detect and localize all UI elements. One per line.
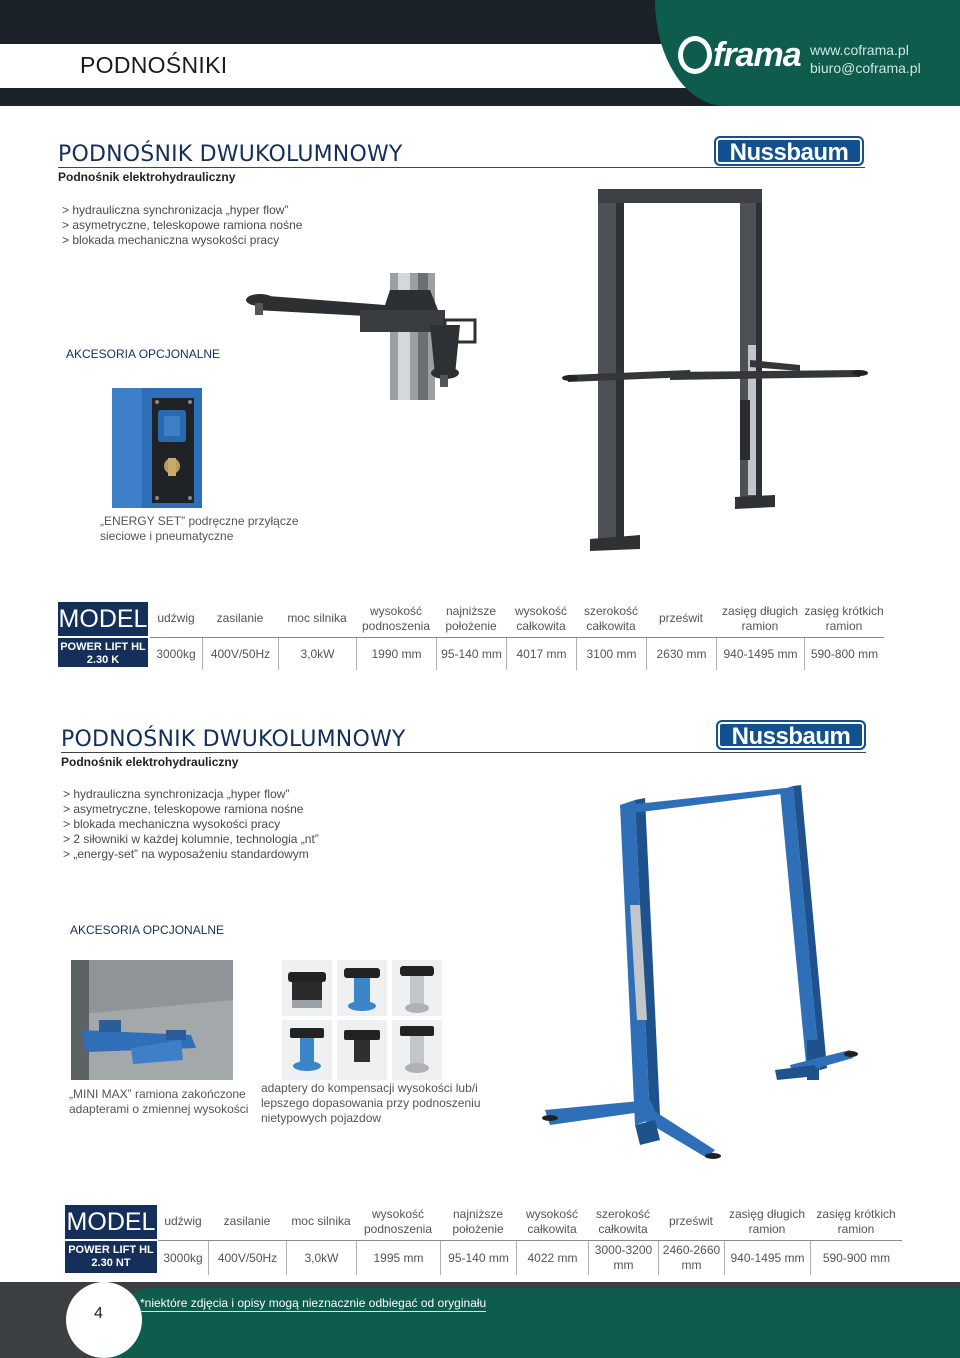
spec-value-cell: 400V/50Hz <box>202 638 278 670</box>
spec-header-cell: wysokość podnoszenia <box>356 1203 440 1241</box>
website-link[interactable]: www.coframa.pl <box>810 42 909 58</box>
spec-value-row <box>158 1241 902 1275</box>
coframa-logo <box>678 36 801 75</box>
spec-value-cell: 4017 mm <box>506 638 576 670</box>
spec-value-cell: 3000-3200 mm <box>588 1241 658 1275</box>
product-1-model-box <box>58 602 148 667</box>
spec-header-cell: zasięg krótkich ramion <box>804 600 884 638</box>
model-name: POWER LIFT HL 2.30 NT <box>65 1239 157 1270</box>
spec-header-cell: najniższe położenie <box>436 600 506 638</box>
page-title: PODNOŚNIKI <box>80 52 228 78</box>
product-2-title: PODNOŚNIK DWUKOLUMNOWY <box>61 727 406 752</box>
spec-value-cell: 95-140 mm <box>440 1241 516 1275</box>
lift-1-product-image <box>560 185 880 555</box>
feature-item: > „energy-set” na wyposażeniu standardowym <box>63 847 309 861</box>
page-number-badge <box>66 1282 142 1358</box>
feature-item: > blokada mechaniczna wysokości pracy <box>63 817 281 831</box>
spec-value-cell: 95-140 mm <box>436 638 506 670</box>
page-number: 4 <box>94 1305 103 1322</box>
product-2-spec-table <box>158 1203 902 1275</box>
product-1-title: PODNOŚNIK DWUKOLUMNOWY <box>58 142 403 167</box>
energy-set-image <box>112 388 202 508</box>
nussbaum-logo: Nussbaum <box>714 136 864 166</box>
feature-item: > asymetryczne, teleskopowe ramiona nośne <box>63 802 304 816</box>
product-1-spec-table <box>150 600 884 670</box>
logo-wordmark: frama <box>713 36 801 74</box>
adapters-image <box>282 960 442 1080</box>
feature-item: > hydrauliczna synchronizacja „hyper flow” <box>62 203 289 217</box>
product-2-rule <box>61 752 866 753</box>
spec-value-cell: 940-1495 mm <box>716 638 804 670</box>
spec-header-cell: wysokość całkowita <box>506 600 576 638</box>
nussbaum-logo: Nussbaum <box>716 720 866 750</box>
adapters-caption: adaptery do kompensacji wysokości lub/i lepszego dopasowania przy podnoszeniu nietypowych pojazdow <box>261 1081 481 1125</box>
product-2-subtitle: Podnośnik elektrohydrauliczny <box>61 755 239 769</box>
product-1-features <box>62 203 302 248</box>
spec-value-cell: 1990 mm <box>356 638 436 670</box>
spec-header-cell: szerokość całkowita <box>588 1203 658 1241</box>
product-2-model-box <box>65 1205 157 1273</box>
spec-value-cell: 3100 mm <box>576 638 646 670</box>
spec-header-cell: najniższe położenie <box>440 1203 516 1241</box>
spec-value-cell: 3,0kW <box>278 638 356 670</box>
spec-value-cell: 400V/50Hz <box>208 1241 286 1275</box>
spec-header-cell: wysokość podnoszenia <box>356 600 436 638</box>
product-1-subtitle: Podnośnik elektrohydrauliczny <box>58 170 236 184</box>
spec-value-cell: 1995 mm <box>356 1241 440 1275</box>
spec-header-cell: zasięg długich ramion <box>724 1203 810 1241</box>
spec-header-cell: zasilanie <box>208 1203 286 1241</box>
spec-header-cell: prześwit <box>646 600 716 638</box>
spec-header-cell: moc silnika <box>278 600 356 638</box>
feature-item: > blokada mechaniczna wysokości pracy <box>62 233 280 247</box>
spec-value-row <box>150 638 884 670</box>
logo-c-mark <box>678 36 712 74</box>
spec-header-row <box>150 600 884 638</box>
model-label: MODEL <box>66 1208 156 1236</box>
contact-info <box>810 41 921 77</box>
footer-underline <box>140 1311 486 1312</box>
feature-item: > 2 siłowniki w każdej kolumnie, technologia „nt” <box>63 832 319 846</box>
spec-value-cell: 4022 mm <box>516 1241 588 1275</box>
spec-value-cell: 3000kg <box>163 1250 203 1265</box>
spec-header-cell: moc silnika <box>286 1203 356 1241</box>
product-1-accessories-title: AKCESORIA OPCJONALNE <box>66 347 221 361</box>
spec-header-cell: prześwit <box>658 1203 724 1241</box>
feature-item: > hydrauliczna synchronizacja „hyper flow” <box>63 787 290 801</box>
spec-header-cell: udźwig <box>150 600 202 638</box>
email-link[interactable]: biuro@coframa.pl <box>810 60 921 76</box>
energy-set-caption: „ENERGY SET” podręczne przyłącze sieciowe i pneumatyczne <box>100 514 299 543</box>
mini-max-caption: „MINI MAX” ramiona zakończone adapterami o zmiennej wysokości <box>69 1087 249 1116</box>
spec-value-cell: 590-800 mm <box>804 638 884 670</box>
spec-header-cell: zasilanie <box>202 600 278 638</box>
spec-value-cell: 590-900 mm <box>810 1241 902 1275</box>
model-name: POWER LIFT HL 2.30 K <box>58 636 148 667</box>
spec-header-cell: zasięg krótkich ramion <box>810 1203 902 1241</box>
spec-header-cell: wysokość całkowita <box>516 1203 588 1241</box>
model-label: MODEL <box>58 605 148 633</box>
product-2-accessories-title: AKCESORIA OPCJONALNE <box>70 923 225 937</box>
lift-arm-closeup-image <box>240 265 485 400</box>
product-2-features <box>63 787 319 862</box>
mini-max-image <box>71 960 233 1080</box>
spec-value-cell: 2630 mm <box>646 638 716 670</box>
spec-header-row <box>158 1203 902 1241</box>
footer-disclaimer: *niektóre zdjęcia i opisy mogą nieznacznie odbiegać od oryginału <box>140 1296 487 1310</box>
lift-2-product-image <box>535 780 865 1180</box>
spec-value-cell: 3,0kW <box>286 1241 356 1275</box>
spec-header-cell: zasięg długich ramion <box>716 600 804 638</box>
spec-header-cell: udźwig <box>158 1203 208 1241</box>
spec-value-cell: 3000kg <box>156 646 196 661</box>
spec-header-cell: szerokość całkowita <box>576 600 646 638</box>
spec-value-cell: 2460-2660 mm <box>658 1241 724 1275</box>
spec-value-cell: 940-1495 mm <box>724 1241 810 1275</box>
feature-item: > asymetryczne, teleskopowe ramiona nośne <box>62 218 303 232</box>
